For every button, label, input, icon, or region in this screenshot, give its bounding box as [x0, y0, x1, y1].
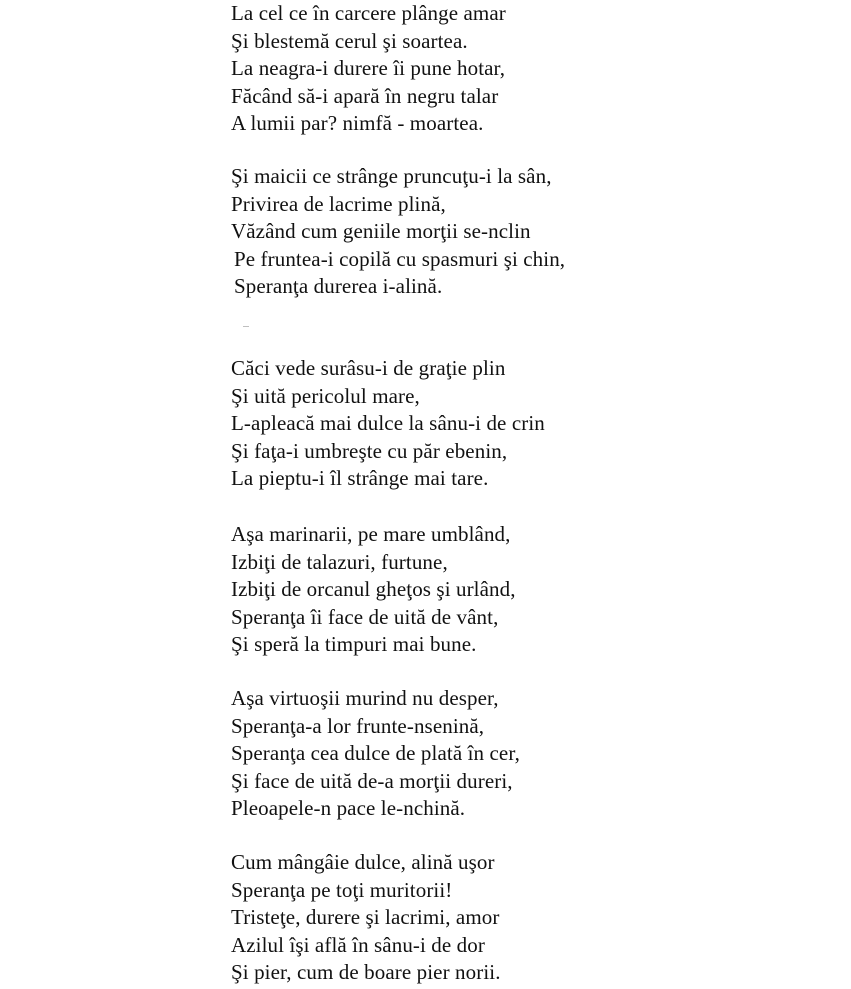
poem-line: Speranţa-a lor frunte-nsenină, [231, 713, 485, 738]
stanza-1 [231, 0, 831, 138]
stanza-4 [231, 521, 831, 659]
poem-line: Căci vede surâsu-i de graţie plin [231, 356, 506, 380]
poem-line: Şi speră la timpuri mai bune. [231, 632, 477, 657]
poem-line: Aşa marinarii, pe mare umblând, [231, 522, 511, 546]
poem-line: Pleoapele-n pace le-nchină. [231, 796, 466, 821]
poem-line: Azilul îşi află în sânu-i de dor [231, 932, 485, 957]
poem-line: Izbiţi de talazuri, furtune, [231, 549, 448, 574]
poem-line: Privirea de lacrime plină, [231, 191, 446, 216]
poem-line: Şi uită pericolul mare, [231, 383, 420, 408]
poem-line: Şi faţa-i umbreşte cu păr ebenin, [231, 438, 508, 463]
poem-line: Speranţa îi face de uită de vânt, [231, 604, 499, 629]
stanza-6 [231, 849, 831, 987]
stanza-3 [231, 355, 831, 493]
poem-line: Făcând să-i apară în negru talar [231, 83, 499, 108]
poem-line: Şi blestemă cerul şi soartea. [231, 28, 468, 53]
poem-line: Tristeţe, durere şi lacrimi, amor [231, 905, 500, 930]
poem-line: Speranţa cea dulce de plată în cer, [231, 741, 520, 766]
scan-artifact-mark [243, 326, 249, 327]
poem-line: Cum mângâie dulce, alină uşor [231, 850, 495, 874]
poem-line: A lumii par? nimfă - moartea. [231, 111, 484, 136]
stanza-5 [231, 685, 831, 823]
poem-line: Speranţa durerea i-alină. [234, 274, 443, 299]
poem-line: Pe fruntea-i copilă cu spasmuri şi chin, [234, 246, 566, 271]
poem-line: Şi maicii ce strânge pruncuţu-i la sân, [231, 164, 552, 188]
poem-line: Şi pier, cum de boare pier norii. [231, 960, 501, 985]
poem-line: La pieptu-i îl strânge mai tare. [231, 466, 489, 491]
poem-line: Văzând cum geniile morţii se-nclin [231, 219, 531, 244]
poem-line: La cel ce în carcere plânge amar [231, 1, 506, 25]
poem-line: Aşa virtuoşii murind nu desper, [231, 686, 499, 710]
poem-line: Şi face de uită de-a morţii dureri, [231, 768, 513, 793]
poem-line: L-apleacă mai dulce la sânu-i de crin [231, 411, 545, 436]
poem-line: La neagra-i durere îi pune hotar, [231, 56, 506, 81]
poem-line: Speranţa pe toţi muritorii! [231, 877, 453, 902]
stanza-2 [231, 163, 831, 301]
poem-line: Izbiţi de orcanul gheţos şi urlând, [231, 577, 516, 602]
